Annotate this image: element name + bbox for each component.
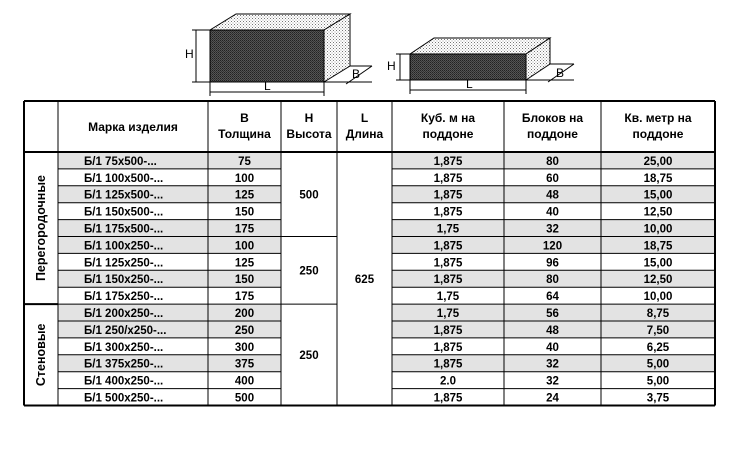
- cell-sqm: 12,50: [643, 274, 673, 287]
- large-block-b-label: B: [352, 67, 361, 81]
- cell-blocks: 24: [546, 392, 559, 405]
- group-label: Перегородочные: [34, 175, 48, 282]
- header-cube-line2: поддоне: [422, 127, 474, 141]
- cell-mark: Б/1 400х250-...: [84, 375, 164, 388]
- cell-sqm: 15,00: [643, 189, 673, 202]
- cell-mark: Б/1 125х250-...: [84, 257, 164, 270]
- cell-sqm: 12,50: [643, 206, 673, 219]
- header-cube-line1: Куб. м на: [420, 111, 476, 125]
- cell-thickness: 100: [234, 240, 255, 253]
- cell-blocks: 32: [546, 375, 559, 388]
- cell-cube: 1,875: [433, 341, 463, 354]
- cell-thickness: 125: [234, 189, 255, 202]
- cell-thickness: 500: [234, 392, 255, 405]
- cell-cube: 1,75: [436, 291, 460, 304]
- cell-mark: Б/1 100х250-...: [84, 240, 164, 253]
- cell-cube: 1,75: [436, 223, 460, 236]
- cell-mark: Б/1 150х250-...: [84, 274, 164, 287]
- cell-cube: 1,875: [433, 358, 463, 371]
- cell-mark: Б/1 150х500-...: [84, 206, 164, 219]
- cell-thickness: 100: [234, 172, 255, 185]
- cell-mark: Б/1 75х500-...: [84, 155, 157, 168]
- header-blocks-line1: Блоков на: [521, 111, 584, 125]
- cell-sqm: 5,00: [646, 375, 670, 388]
- cell-sqm: 6,25: [646, 341, 670, 354]
- cell-sqm: 10,00: [643, 291, 673, 304]
- cell-sqm: 18,75: [643, 172, 673, 185]
- cell-sqm: 18,75: [643, 240, 673, 253]
- cell-thickness: 125: [234, 257, 255, 270]
- cell-mark: Б/1 175х500-...: [84, 223, 164, 236]
- height-value: 500: [299, 189, 319, 202]
- cell-sqm: 15,00: [643, 257, 673, 270]
- cell-blocks: 60: [546, 172, 559, 185]
- cell-thickness: 175: [234, 223, 255, 236]
- length-value: 625: [354, 273, 375, 286]
- group-label: Стеновые: [34, 323, 48, 387]
- cell-mark: Б/1 300х250-...: [84, 341, 164, 354]
- cell-blocks: 120: [542, 240, 563, 253]
- cell-mark: Б/1 375х250-...: [84, 358, 164, 371]
- cell-sqm: 8,75: [646, 308, 670, 320]
- cell-thickness: 150: [234, 274, 255, 287]
- cell-mark: Б/1 125х500-...: [84, 189, 164, 202]
- cell-thickness: 75: [238, 155, 251, 168]
- cell-cube: 1,875: [433, 172, 463, 185]
- cell-blocks: 40: [546, 341, 559, 354]
- header-l-line1: L: [360, 111, 369, 125]
- cell-thickness: 400: [234, 375, 255, 388]
- header-h-line1: H: [304, 111, 314, 125]
- small-block-b-label: B: [556, 66, 565, 80]
- cell-blocks: 48: [546, 189, 559, 202]
- height-value: 250: [299, 265, 319, 278]
- cell-cube: 1,875: [433, 392, 463, 405]
- cell-sqm: 5,00: [646, 358, 670, 371]
- cell-blocks: 32: [546, 358, 559, 371]
- cell-mark: Б/1 250/х250-...: [84, 324, 167, 337]
- cell-cube: 1,875: [433, 274, 463, 287]
- cell-thickness: 150: [234, 206, 255, 219]
- header-blocks-line2: поддоне: [527, 127, 578, 141]
- cell-cube: 1,75: [436, 308, 460, 320]
- cell-sqm: 7,50: [646, 324, 670, 337]
- cell-blocks: 40: [546, 206, 559, 219]
- header-sqm-line1: Кв. метр на: [624, 111, 692, 125]
- small-block-h-label: H: [387, 59, 396, 73]
- large-block-l-label: L: [264, 79, 271, 93]
- cell-thickness: 250: [234, 324, 255, 337]
- header-b-line2: Толщина: [218, 127, 271, 141]
- cell-sqm: 10,00: [643, 223, 673, 236]
- cell-mark: Б/1 175х250-...: [84, 291, 164, 304]
- cell-thickness: 200: [234, 308, 255, 320]
- large-block-h-label: H: [185, 47, 194, 61]
- cell-cube: 1,875: [433, 206, 463, 219]
- cell-blocks: 48: [546, 324, 559, 337]
- cell-sqm: 25,00: [643, 155, 673, 168]
- cell-mark: Б/1 100х500-...: [84, 172, 164, 185]
- cell-mark: Б/1 500х250-...: [84, 392, 164, 405]
- cell-cube: 1,875: [433, 240, 463, 253]
- cell-cube: 1,875: [433, 155, 463, 168]
- header-h-line2: Высота: [286, 127, 332, 141]
- height-value: 250: [299, 349, 319, 362]
- small-block-l-label: L: [466, 77, 473, 91]
- cell-blocks: 80: [546, 274, 559, 287]
- cell-sqm: 3,75: [646, 392, 670, 405]
- header-sqm-line2: поддоне: [632, 127, 684, 141]
- header-b-line1: B: [240, 111, 249, 125]
- cell-blocks: 56: [546, 308, 559, 320]
- cell-blocks: 64: [546, 291, 559, 304]
- cell-cube: 1,875: [433, 324, 463, 337]
- cell-mark: Б/1 200х250-...: [84, 308, 164, 320]
- cell-blocks: 96: [546, 257, 559, 270]
- cell-cube: 2.0: [440, 375, 456, 388]
- cell-cube: 1,875: [433, 257, 463, 270]
- cell-blocks: 80: [546, 155, 559, 168]
- header-mark: Марка изделия: [88, 120, 178, 134]
- header-l-line2: Длина: [345, 127, 384, 141]
- cell-thickness: 300: [234, 341, 255, 354]
- cell-thickness: 175: [234, 291, 255, 304]
- cell-thickness: 375: [234, 358, 255, 371]
- cell-blocks: 32: [546, 223, 559, 236]
- cell-cube: 1,875: [433, 189, 463, 202]
